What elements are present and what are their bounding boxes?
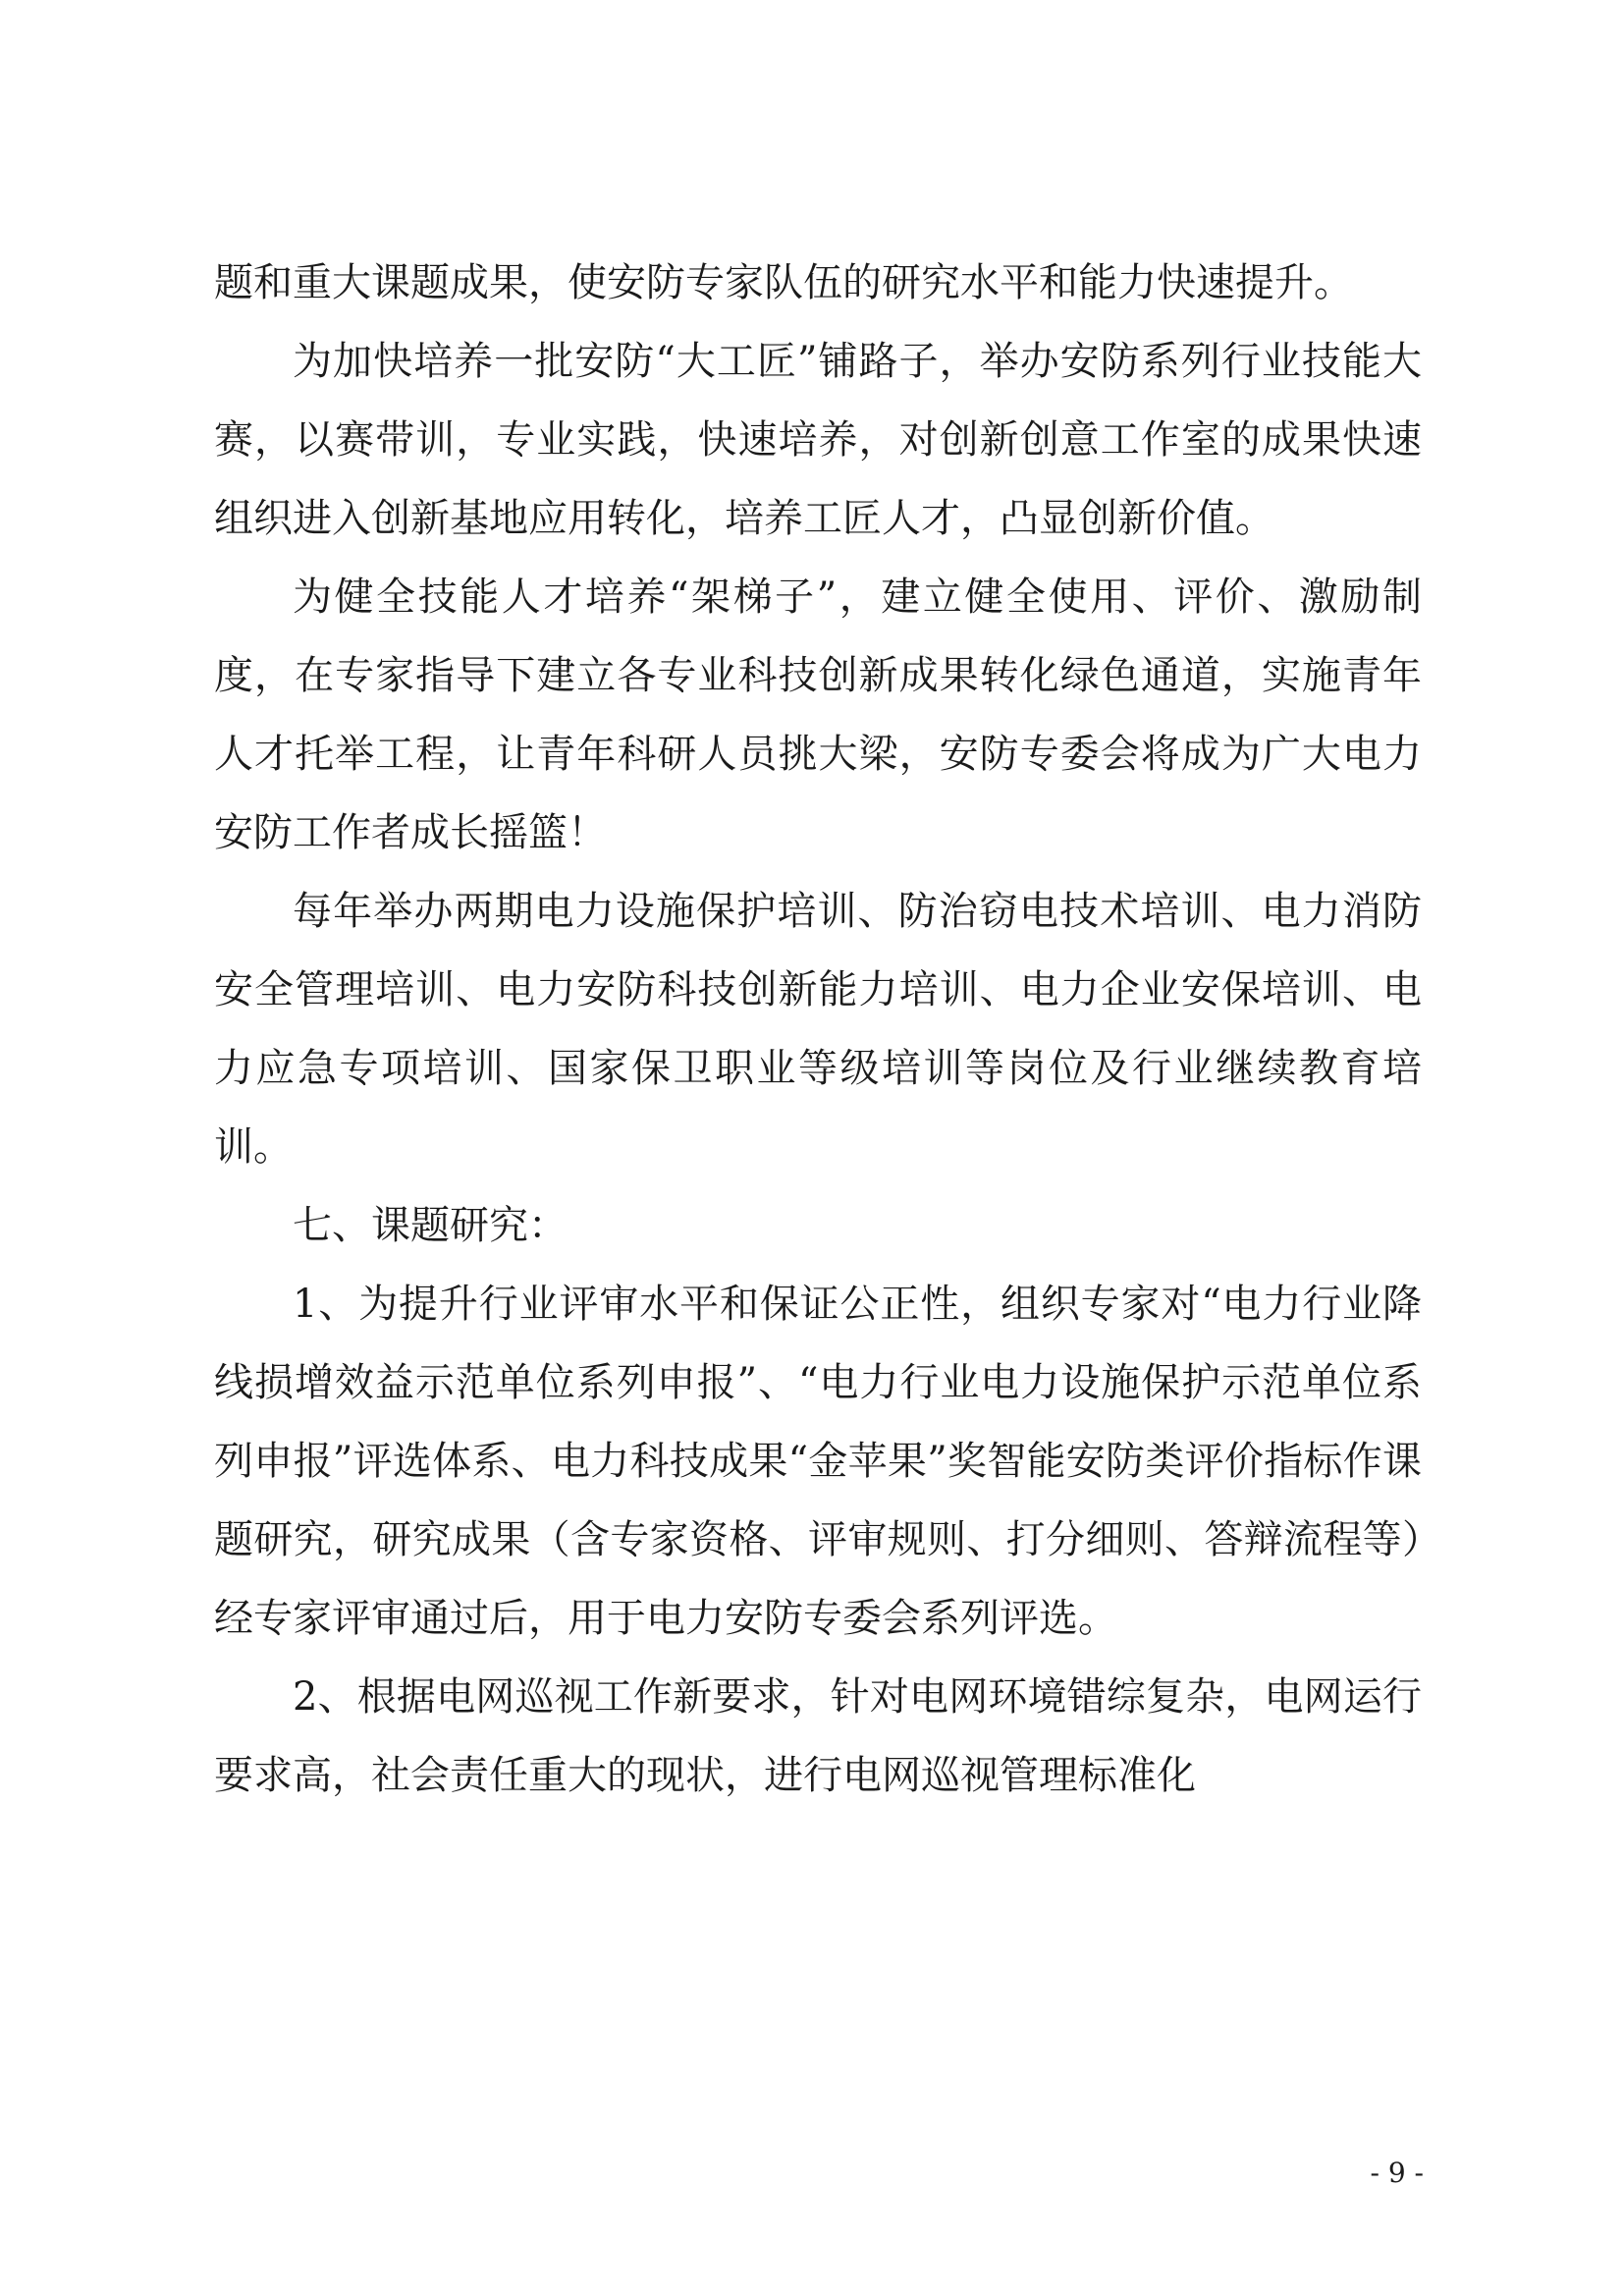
document-body bbox=[214, 244, 1422, 1815]
paragraph-craftsman-training: 为加快培养一批安防“大工匠”铺路子，举办安防系列行业技能大赛，以赛带训，专业实践，快速培养，对创新创意工作室的成果快速组织进入创新基地应用转化，培养工匠人才，凸显创新价值。 bbox=[214, 339, 1422, 541]
page-number: - 9 - bbox=[1370, 2157, 1424, 2189]
paragraph-continuation: 题和重大课题成果，使安防专家队伍的研究水平和能力快速提升。 bbox=[214, 260, 1353, 305]
paragraph-talent-ladder: 为健全技能人才培养“架梯子”，建立健全使用、评价、激励制度，在专家指导下建立各专业科技创新成果转化绿色通道，实施青年人才托举工程，让青年科研人员挑大梁，安防专委会将成为广大电力安防工作者成长摇篮！ bbox=[214, 574, 1422, 855]
paragraph-research-item-1: 1、为提升行业评审水平和保证公正性，组织专家对“电力行业降线损增效益示范单位系列申报”、“电力行业电力设施保护示范单位系列申报”评选体系、电力科技成果“金苹果”奖智能安防类评价指标作课题研究，研究成果（含专家资格、评审规则、打分细则、答辩流程等）经专家评审通过后，用于电力安防专委会系列评选。 bbox=[214, 1282, 1422, 1641]
paragraph-research-item-2: 2、根据电网巡视工作新要求，针对电网环境错综复杂，电网运行要求高，社会责任重大的现状，进行电网巡视管理标准化 bbox=[214, 1674, 1422, 1798]
paragraph-annual-training: 每年举办两期电力设施保护培训、防治窃电技术培训、电力消防安全管理培训、电力安防科技创新能力培训、电力企业安保培训、电力应急专项培训、国家保卫职业等级培训等岗位及行业继续教育培训。 bbox=[214, 889, 1422, 1170]
section-heading-research: 七、课题研究： bbox=[293, 1203, 568, 1248]
